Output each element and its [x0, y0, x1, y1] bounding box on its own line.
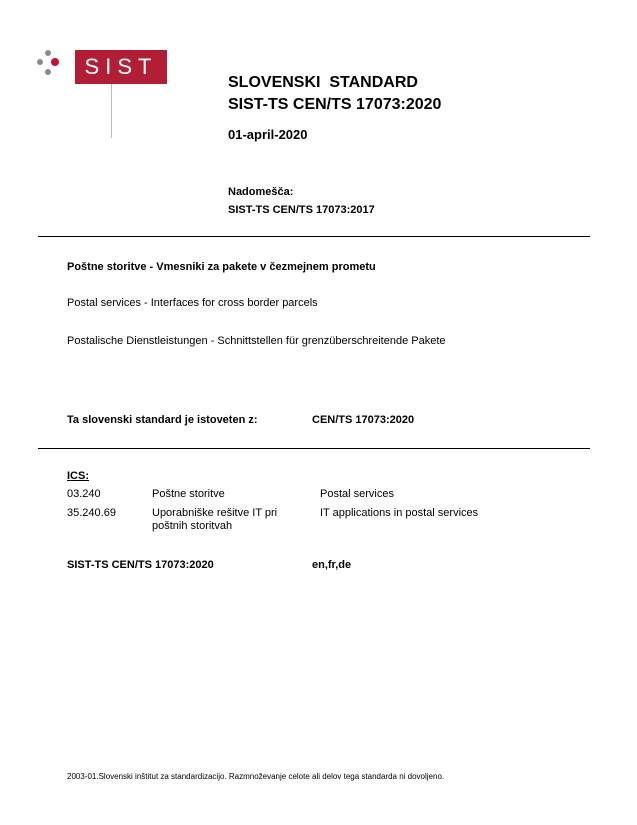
replaces-code: SIST-TS CEN/TS 17073:2017 — [228, 204, 375, 216]
ics-code: 35.240.69 — [67, 507, 116, 519]
standard-date: 01-april-2020 — [228, 127, 308, 142]
ics-description-sl: Poštne storitve — [152, 488, 225, 500]
standard-code: SIST-TS CEN/TS 17073:2020 — [228, 96, 442, 113]
bottom-standard-code: SIST-TS CEN/TS 17073:2020 — [67, 559, 214, 571]
divider-middle — [38, 448, 590, 449]
ics-code: 03.240 — [67, 488, 101, 500]
ics-description-sl: Uporabniške rešitve IT pri poštnih storitvah — [152, 507, 278, 532]
divider-top — [38, 236, 590, 237]
sist-logo — [36, 46, 166, 92]
ics-description-en: Postal services — [320, 488, 394, 500]
title-slovenian: Poštne storitve - Vmesniki za pakete v čezmejnem prometu — [67, 261, 376, 273]
replaces-label: Nadomešča: — [228, 186, 294, 198]
identical-label: Ta slovenski standard je istoveten z: — [67, 414, 258, 426]
identical-value: CEN/TS 17073:2020 — [312, 414, 415, 426]
languages: en,fr,de — [312, 559, 352, 571]
ics-label: ICS: — [67, 470, 89, 482]
copyright-footer: 2003-01.Slovenski inštitut za standardizacijo. Razmnoževanje celote ali delov tega standarda ni dovoljeno. — [67, 772, 445, 781]
logo-dot — [45, 69, 51, 75]
logo-dot — [37, 59, 43, 65]
logo-dot-red — [51, 58, 59, 66]
title-english: Postal services - Interfaces for cross border parcels — [67, 297, 318, 309]
logo-text: SIST — [84, 54, 158, 79]
ics-description-en: IT applications in postal services — [320, 507, 479, 519]
standard-label: SLOVENSKI STANDARD — [228, 74, 418, 91]
logo-box — [75, 50, 167, 84]
title-german: Postalische Dienstleistungen - Schnittstellen für grenzüberschreitende Pakete — [67, 335, 446, 347]
logo-dot — [45, 50, 51, 56]
logo-divider — [111, 84, 112, 138]
